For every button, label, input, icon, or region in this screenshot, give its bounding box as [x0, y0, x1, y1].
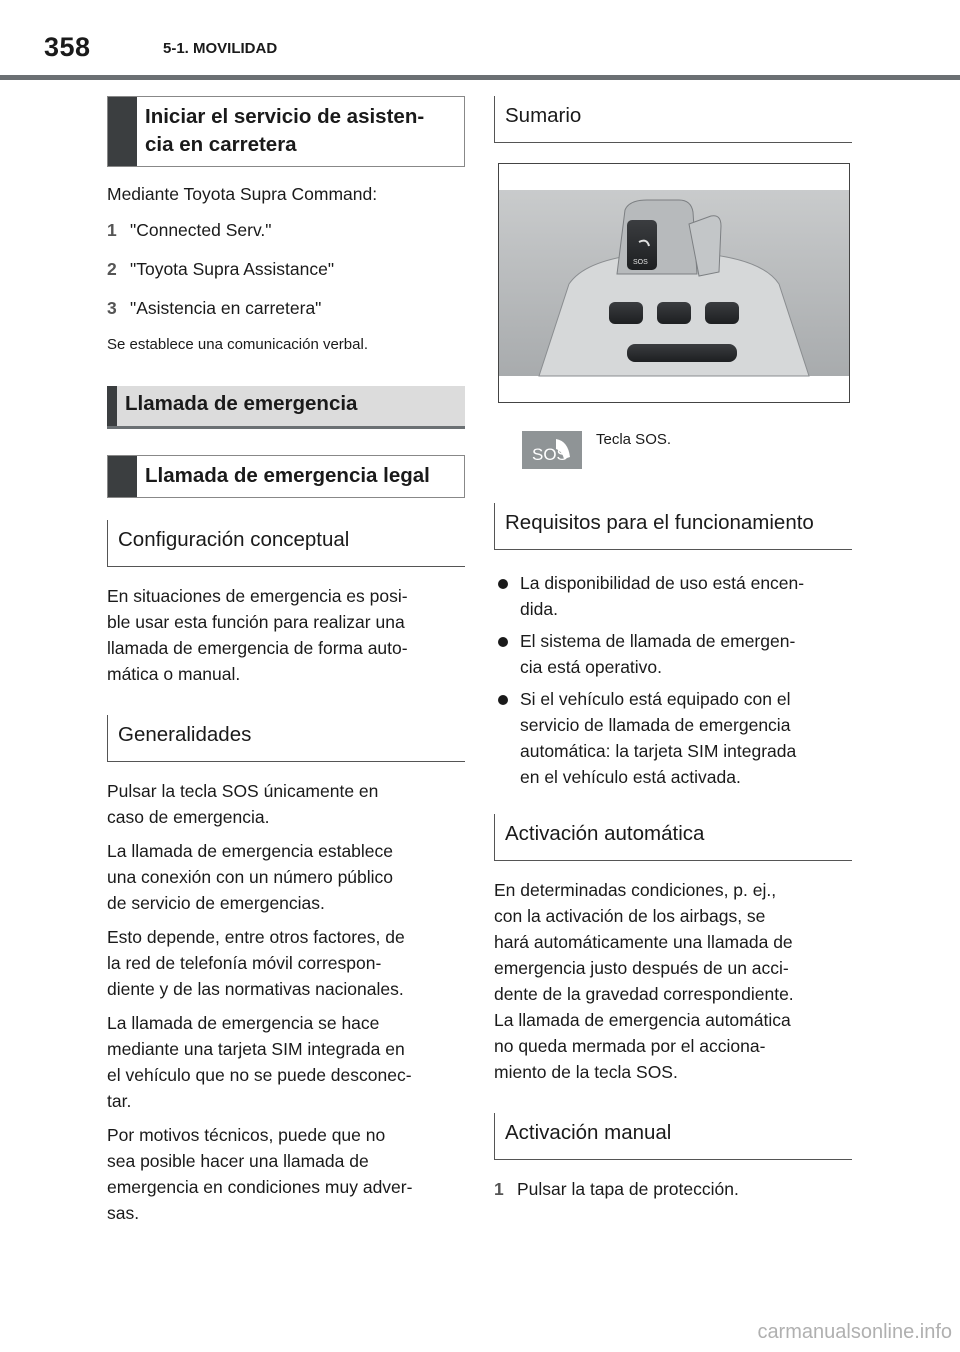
- config-text: En situaciones de emergencia es posi- ble usar esta función para realizar una llamada de emergencia de forma auto- mática o manual.: [107, 586, 408, 684]
- step-text: "Asistencia en carretera": [130, 298, 322, 318]
- step-text: Pulsar la tapa de protección.: [517, 1179, 739, 1199]
- intro-text: Mediante Toyota Supra Command:: [107, 184, 378, 204]
- step-item: [494, 1176, 852, 1202]
- step-number: 2: [107, 259, 117, 279]
- bullet-text: El sistema de llamada de emergen- cia está operativo.: [520, 631, 796, 677]
- heading-bar: [108, 97, 137, 166]
- bullet-dot: [494, 628, 520, 680]
- general-paragraph: Pulsar la tecla SOS únicamente en caso de emergencia.: [107, 781, 379, 827]
- step-number: 1: [107, 220, 117, 240]
- step-item: [107, 256, 465, 282]
- step-text: "Connected Serv.": [130, 220, 272, 240]
- heading-text: Llamada de emergencia legal: [145, 464, 430, 487]
- general-paragraph: La llamada de emergencia establece una conexión con un número público de servicio de emergencias.: [107, 841, 394, 913]
- bullet-dot: [494, 686, 520, 790]
- page-number: 358: [44, 32, 91, 62]
- heading-sumario: Sumario: [494, 96, 852, 143]
- bullet-item: [494, 686, 852, 790]
- step-item: [107, 217, 465, 243]
- header-rule: [0, 75, 960, 80]
- step-number: 3: [107, 298, 117, 318]
- heading-llamada-emergencia: [107, 386, 465, 429]
- step-text: "Toyota Supra Assistance": [130, 259, 335, 279]
- general-paragraph: Por motivos técnicos, puede que no sea posible hacer una llamada de emergencia en condiciones muy adver- sas.: [107, 1125, 413, 1223]
- overhead-console-illustration: [499, 164, 849, 402]
- watermark: carmanualsonline.info: [757, 1321, 952, 1343]
- bullet-dot: [494, 570, 520, 622]
- heading-activacion-automatica: Activación automática: [494, 814, 852, 861]
- heading-text: Llamada de emergencia: [125, 392, 358, 415]
- heading-configuracion: Configuración conceptual: [107, 520, 465, 567]
- legend-sos: [494, 431, 852, 469]
- heading-llamada-legal: [107, 455, 465, 498]
- bullet-item: [494, 570, 852, 622]
- right-column: [494, 96, 852, 1215]
- general-paragraph: Esto depende, entre otros factores, de la red de telefonía móvil correspon- diente y de las normativas nacionales.: [107, 927, 405, 999]
- bullet-item: [494, 628, 852, 680]
- left-column: [107, 96, 465, 1234]
- heading-iniciar-servicio: [107, 96, 465, 167]
- note-text: Se establece una comunicación verbal.: [107, 336, 368, 353]
- section-title: 5-1. MOVILIDAD: [163, 40, 278, 57]
- step-number: 1: [494, 1179, 504, 1199]
- bullet-text: Si el vehículo está equipado con el servicio de llamada de emergencia automática: la tarjeta SIM integrada en el vehículo está activada.: [520, 689, 797, 787]
- sos-key-label: SOS: [633, 259, 648, 266]
- sos-key-icon: [522, 431, 582, 469]
- heading-text: Iniciar el servicio de asisten- cia en carretera: [145, 105, 425, 156]
- auto-text: En determinadas condiciones, p. ej., con la activación de los airbags, se hará automáticamente una llamada de emergencia justo después de un acci- dente de la gravedad correspondiente. La llamada de emergencia automática no queda mermada por el acciona- miento de la tecla SOS.: [494, 880, 794, 1082]
- heading-activacion-manual: Activación manual: [494, 1113, 852, 1160]
- heading-bar: [107, 386, 117, 426]
- general-paragraph: La llamada de emergencia se hace mediante una tarjeta SIM integrada en el vehículo que no se puede desconec- tar.: [107, 1013, 412, 1111]
- overhead-console-photo: [498, 163, 850, 403]
- heading-bar: [108, 456, 137, 497]
- heading-requisitos: Requisitos para el funcionamiento: [494, 503, 852, 550]
- heading-generalidades: Generalidades: [107, 715, 465, 762]
- step-item: [107, 295, 465, 321]
- sos-icon-label: SOS: [532, 445, 568, 464]
- bullet-text: La disponibilidad de uso está encen- dida.: [520, 573, 805, 619]
- legend-text: Tecla SOS.: [596, 431, 672, 448]
